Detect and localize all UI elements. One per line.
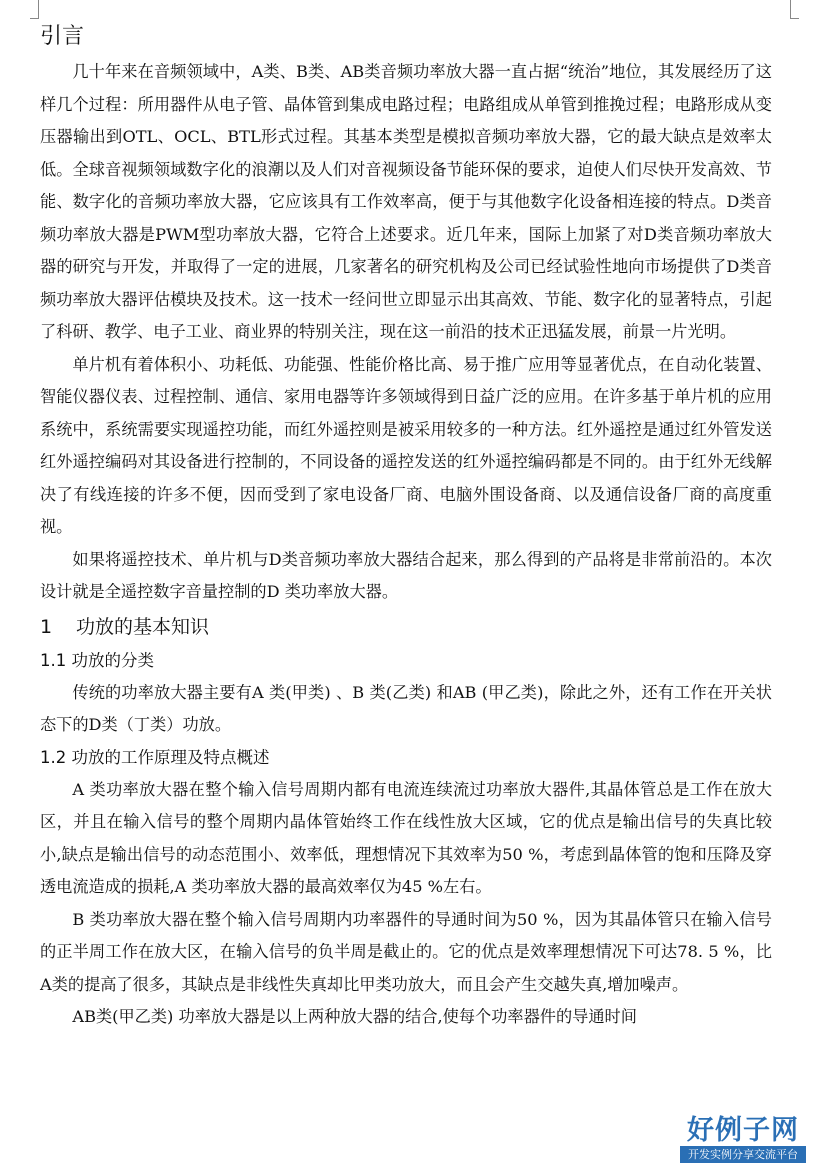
intro-paragraph-1: 几十年来在音频领域中，A类、B类、AB类音频功率放大器一直占据“统治”地位，其发展经历了这样几个过程：所用器件从电子管、晶体管到集成电路过程；电路组成从单管到推挽过程；电路形成从变压器输出到OTL、OCL、BTL形式过程。其基本类型是模拟音频功率放大器，它的最大缺点是效率太低。全球音视频领域数字化的浪潮以及人们对音视频设备节能环保的要求，迫使人们尽快开发高效、节能、数字化的音频功率放大器，它应该具有工作效率高，便于与其他数字化设备相连接的特点。D类音频功率放大器是PWM型功率放大器，它符合上述要求。近几年来，国际上加紧了对D类音频功率放大器的研究与开发，并取得了一定的进展，几家著名的研究机构及公司已经试验性地向市场提供了D类音频功率放大器评估模块及技术。这一技术一经问世立即显示出其高效、节能、数字化的显著特点，引起了科研、教学、电子工业、商业界的特别关注，现在这一前沿的技术正迅猛发展，前景一片光明。 (40, 62, 772, 341)
section-1-1-paragraph-1: 传统的功率放大器主要有A 类(甲类) 、B 类(乙类) 和AB (甲乙类)，除此之外，还有工作在开关状态下的D类（丁类）功放。 (40, 682, 772, 734)
crop-mark-top-left (38, 0, 39, 18)
crop-mark-top-right (790, 0, 791, 18)
intro-paragraph-2: 单片机有着体积小、功耗低、功能强、性能价格比高、易于推广应用等显著优点，在自动化装置、智能仪器仪表、过程控制、通信、家用电器等许多领域得到日益广泛的应用。在许多基于单片机的应用系统中，系统需要实现遥控功能，而红外遥控则是被采用较多的一种方法。红外遥控是通过红外管发送红外遥控编码对其设备进行控制的，不同设备的遥控发送的红外遥控编码都是不同的。由于红外无线解决了有线连接的许多不便，因而受到了家电设备厂商、电脑外围设备商、以及通信设备厂商的高度重视。 (40, 354, 772, 536)
section-1-heading (40, 609, 772, 645)
section-1-2-paragraph-1: A 类功率放大器在整个输入信号周期内都有电流连续流过功率放大器件,其晶体管总是工作在放大区，并且在输入信号的整个周期内晶体管始终工作在线性放大区域，它的优点是输出信号的失真比较小,缺点是输出信号的动态范围小、效率低，理想情况下其效率为50 %，考虑到晶体管的饱和压降及穿透电流造成的损耗,A 类功率放大器的最高效率仅为45 %左右。 (40, 779, 772, 896)
section-1-2-heading: 1.2 功放的工作原理及特点概述 (40, 747, 270, 767)
document-body[interactable] (40, 20, 772, 1034)
intro-heading: 引言 (40, 24, 85, 49)
section-1-title: 功放的基本知识 (76, 615, 210, 638)
section-1-2-paragraph-3: AB类(甲乙类) 功率放大器是以上两种放大器的结合,使每个功率器件的导通时间 (72, 1007, 637, 1026)
section-1-1-heading: 1.1 功放的分类 (40, 650, 154, 670)
section-1-number: 1 (40, 615, 53, 638)
site-watermark-logo (680, 1116, 806, 1168)
watermark-title: 好例子网 (687, 1115, 799, 1146)
intro-paragraph-3: 如果将遥控技术、单片机与D类音频功率放大器结合起来，那么得到的产品将是非常前沿的。本次设计就是全遥控数字音量控制的D 类功率放大器。 (40, 549, 772, 601)
crop-mark-top-left-horizontal (30, 18, 39, 19)
crop-mark-top-right-horizontal (790, 18, 799, 19)
section-1-2-paragraph-2: B 类功率放大器在整个输入信号周期内功率器件的导通时间为50 %，因为其晶体管只在输入信号的正半周工作在放大区，在输入信号的负半周是截止的。它的优点是效率理想情况下可达78. 5 %，比A类的提高了很多，其缺点是非线性失真却比甲类功放大，而且会产生交越失真,增加噪声。 (40, 909, 772, 994)
watermark-subtitle: 开发实例分享交流平台 (680, 1146, 806, 1163)
